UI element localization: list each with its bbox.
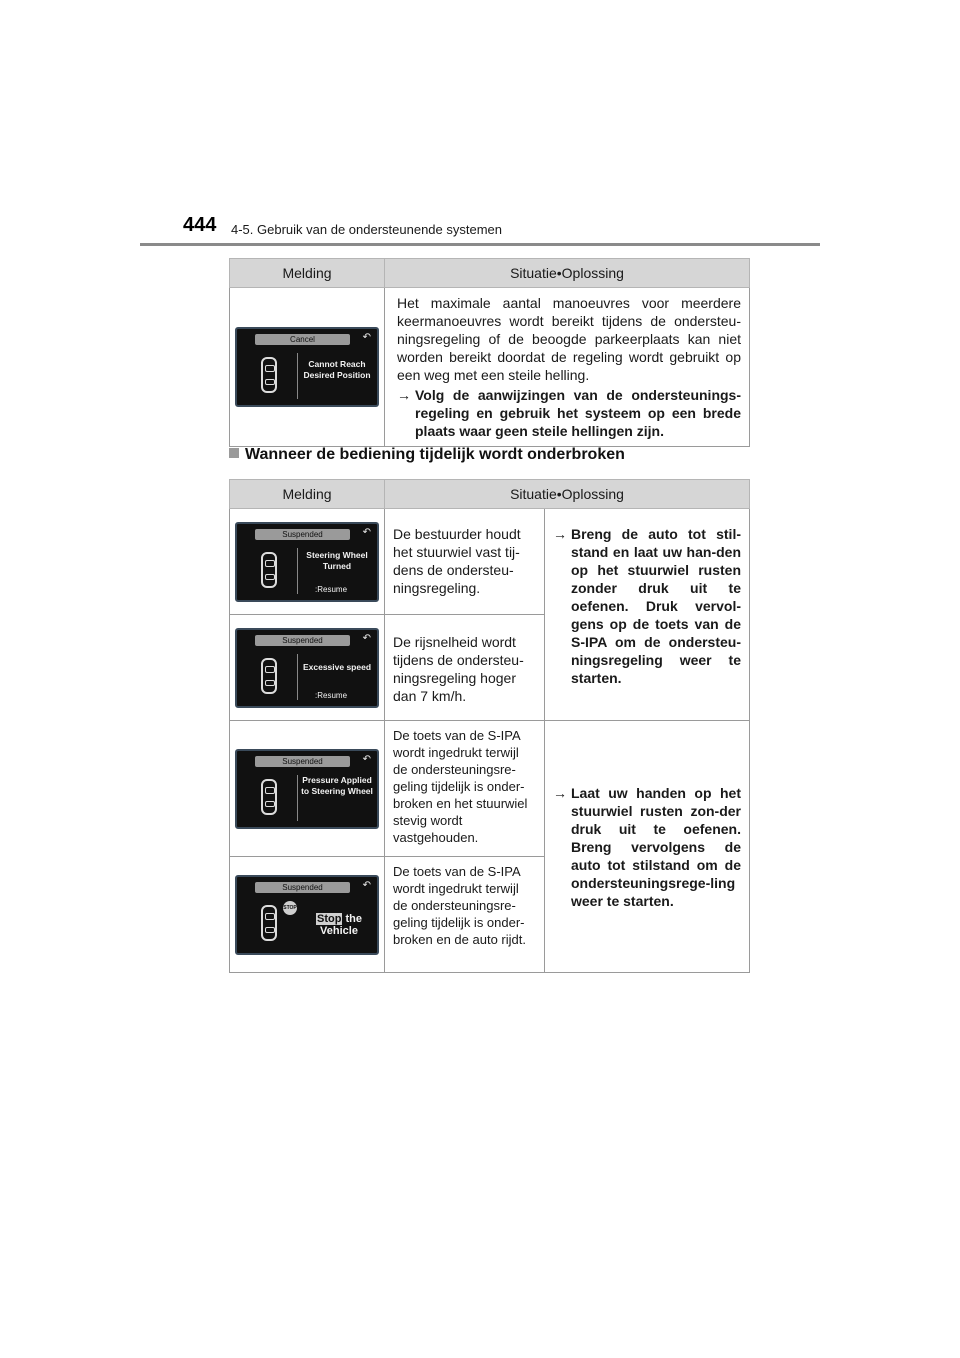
screen-divider xyxy=(297,548,298,594)
header-rule xyxy=(140,243,820,246)
screen-divider xyxy=(297,654,298,700)
section-title: 4-5. Gebruik van de ondersteunende systemen xyxy=(231,222,503,237)
situation-text: De toets van de S-IPA wordt ingedrukt terwijl de ondersteuningsre-geling tijdelijk is onder-broken en de auto rijdt. xyxy=(393,864,526,947)
table-row xyxy=(230,288,750,447)
stop-sign-icon: STOP xyxy=(283,901,297,915)
display-screen xyxy=(235,875,379,955)
arrow-icon: → xyxy=(553,784,567,801)
situation-cell xyxy=(385,615,545,721)
situation-text: De bestuurder houdt het stuurwiel vast tij-dens de ondersteu-ningsregeling. xyxy=(393,526,521,596)
solution-note xyxy=(545,509,749,693)
message-image-cell xyxy=(230,615,385,721)
situation-cell xyxy=(385,509,545,615)
screen-divider xyxy=(297,775,298,821)
table-row xyxy=(230,721,750,857)
screen-status-bar: Cancel xyxy=(255,334,350,345)
message-image-cell xyxy=(230,721,385,857)
situation-cell xyxy=(385,857,545,973)
solution-note xyxy=(545,778,749,916)
screen-resume: :Resume xyxy=(315,690,348,700)
stop-word: Stop xyxy=(316,912,342,925)
screen-resume: :Resume xyxy=(315,584,348,594)
car-icon xyxy=(261,552,277,588)
message-image-cell xyxy=(230,288,385,447)
message-table-2 xyxy=(229,479,750,973)
table-header-row xyxy=(230,259,750,288)
situation-text: De toets van de S-IPA wordt ingedrukt terwijl de ondersteuningsre-geling tijdelijk is onder-broken en het stuurwiel stevig wordt vastgehouden. xyxy=(393,728,528,845)
solution-text: Laat uw handen op het stuurwiel rusten zon-der druk uit te oefenen. Breng vervolgens de auto tot stilstand om de ondersteuningsrege-ling weer te starten. xyxy=(571,784,741,909)
car-icon xyxy=(261,905,277,941)
arrow-icon: → xyxy=(397,387,411,403)
sub-heading xyxy=(229,446,625,464)
display-screen xyxy=(235,628,379,708)
solution-cell xyxy=(545,721,750,973)
message-image-cell xyxy=(230,857,385,973)
screen-status-bar: Suspended xyxy=(255,882,350,893)
screen-message: Steering Wheel Turned xyxy=(306,549,368,571)
page-number: 444 xyxy=(183,214,217,236)
car-icon xyxy=(261,357,277,393)
screen-message: Pressure Applied to Steering Wheel xyxy=(301,774,373,796)
back-icon: ↶ xyxy=(362,526,371,538)
car-icon xyxy=(261,658,277,694)
col-header-message: Melding xyxy=(230,259,385,288)
screen-status-bar: Suspended xyxy=(255,529,350,540)
message-image-cell xyxy=(230,509,385,615)
table-header-row xyxy=(230,480,750,509)
solution-text: Volg de aanwijzingen van de ondersteunings-regeling en gebruik het systeem op een brede plaats waar geen steile hellingen zijn. xyxy=(415,387,741,439)
screen-message: Excessive speed xyxy=(302,661,372,672)
situation-cell xyxy=(385,721,545,857)
solution-note xyxy=(397,386,741,440)
back-icon: ↶ xyxy=(362,632,371,644)
screen-message: Cannot Reach Desired Position xyxy=(303,359,371,380)
display-screen xyxy=(235,522,379,602)
situation-cell xyxy=(385,288,750,447)
arrow-icon: → xyxy=(553,526,567,542)
screen-status-bar: Suspended xyxy=(255,756,350,767)
col-header-message: Melding xyxy=(230,480,385,509)
screen-status-bar: Suspended xyxy=(255,635,350,646)
back-icon: ↶ xyxy=(362,332,371,343)
solution-cell xyxy=(545,509,750,721)
display-screen xyxy=(235,749,379,829)
solution-text: Breng de auto tot stil-stand en laat uw han-den op het stuurwiel rusten zonder druk uit te oefenen. Druk vervol-gens op de toets van de S-IPA om de ondersteu-ningsregeling weer te starten. xyxy=(571,526,741,686)
display-screen xyxy=(235,327,379,407)
screen-message xyxy=(301,913,377,937)
col-header-situation: Situatie•Oplossing xyxy=(385,259,750,288)
table-row xyxy=(230,509,750,615)
col-header-situation: Situatie•Oplossing xyxy=(385,480,750,509)
back-icon: ↶ xyxy=(362,879,371,891)
message-table-1 xyxy=(229,258,750,447)
situation-description: Het maximale aantal manoeuvres voor meerdere keermanoeuvres wordt bereikt tijdens de ondersteu-ningsregeling of de beoogde parkeerplaats kan niet worden bereikt doordat de regeling wordt gebruikt op een weg met een steile helling. xyxy=(397,295,741,383)
situation-text xyxy=(385,288,749,446)
sub-heading-text: Wanneer de bediening tijdelijk wordt onderbroken xyxy=(245,446,625,463)
square-bullet-icon xyxy=(229,448,239,458)
screen-divider xyxy=(297,353,298,399)
vehicle-word: the Vehicle xyxy=(320,912,362,937)
car-icon xyxy=(261,779,277,815)
back-icon: ↶ xyxy=(362,753,371,765)
situation-text: De rijsnelheid wordt tijdens de ondersteu-ningsregeling hoger dan 7 km/h. xyxy=(393,634,524,704)
